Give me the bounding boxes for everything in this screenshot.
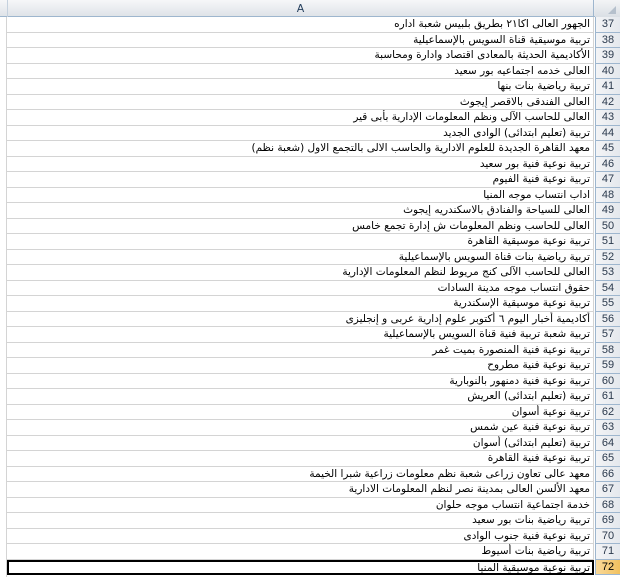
cell-a[interactable]: تربية نوعية فنية دمنهور بالنوبارية	[7, 374, 594, 390]
row-number[interactable]: 51	[595, 234, 620, 250]
row-number[interactable]: 48	[595, 188, 620, 204]
cell-a[interactable]: تربية نوعية فنية الفيوم	[7, 172, 594, 188]
table-row	[0, 48, 620, 64]
cell-a[interactable]: تربية شعبة تربية فنية قناة السويس بالإسماعيلية	[7, 327, 594, 343]
row-number[interactable]: 56	[595, 312, 620, 328]
table-row	[0, 126, 620, 142]
cell-a[interactable]: معهد عالى تعاون زراعى شعبة نظم معلومات زراعية شبرا الخيمة	[7, 467, 594, 483]
cell-a[interactable]: تربية نوعية موسيقية المنيا	[7, 560, 594, 576]
table-row	[0, 436, 620, 452]
row-number[interactable]: 58	[595, 343, 620, 359]
row-number[interactable]: 69	[595, 513, 620, 529]
cell-a[interactable]: تربية (تعليم ابتدائى) أسوان	[7, 436, 594, 452]
row-number[interactable]: 45	[595, 141, 620, 157]
row-number[interactable]: 65	[595, 451, 620, 467]
cell-a[interactable]: الأكاديمية الحديثة بالمعادى اقتصاد وادارة ومحاسبة	[7, 48, 594, 64]
cell-a[interactable]: الجهور العالى اكا٢١ بطريق بلبيس شعبة اداره	[7, 17, 594, 33]
cell-a[interactable]: خدمة اجتماعية انتساب موجه حلوان	[7, 498, 594, 514]
table-row	[0, 141, 620, 157]
row-number[interactable]: 53	[595, 265, 620, 281]
row-number[interactable]: 41	[595, 79, 620, 95]
cell-a[interactable]: تربية (تعليم ابتدائى) الوادى الجديد	[7, 126, 594, 142]
table-row	[0, 265, 620, 281]
cell-a[interactable]: تربية نوعية فنية المنصورة بميت غمر	[7, 343, 594, 359]
table-row	[0, 482, 620, 498]
row-number[interactable]: 71	[595, 544, 620, 560]
table-row	[0, 33, 620, 49]
row-number[interactable]: 47	[595, 172, 620, 188]
rows-container	[0, 17, 620, 575]
cell-a[interactable]: تربية نوعية فنية مطروح	[7, 358, 594, 374]
row-number[interactable]: 68	[595, 498, 620, 514]
row-number[interactable]: 39	[595, 48, 620, 64]
cell-a[interactable]: العالى للحاسب ونظم المعلومات ش إدارة تجمع خامس	[7, 219, 594, 235]
table-row	[0, 343, 620, 359]
column-header-bar	[0, 0, 620, 17]
cell-a[interactable]: تربية نوعية فنية عين شمس	[7, 420, 594, 436]
table-row	[0, 467, 620, 483]
cell-a[interactable]: تربية رياضية بنات بور سعيد	[7, 513, 594, 529]
cell-a[interactable]: تربية نوعية فنية بور سعيد	[7, 157, 594, 173]
table-row	[0, 358, 620, 374]
cell-a[interactable]: العالى خدمه اجتماعيه بور سعيد	[7, 64, 594, 80]
cell-a[interactable]: حقوق انتساب موجه مدينة السادات	[7, 281, 594, 297]
cell-a[interactable]: تربية نوعية موسيقية القاهرة	[7, 234, 594, 250]
table-row	[0, 451, 620, 467]
table-row	[0, 281, 620, 297]
select-all-corner[interactable]	[595, 0, 620, 17]
row-number[interactable]: 70	[595, 529, 620, 545]
table-row	[0, 389, 620, 405]
table-row	[0, 327, 620, 343]
table-row	[0, 498, 620, 514]
cell-a[interactable]: اداب انتساب موجه المنيا	[7, 188, 594, 204]
row-number[interactable]: 67	[595, 482, 620, 498]
table-row	[0, 188, 620, 204]
cell-a[interactable]: العالى الفندقى بالاقصر إيجوث	[7, 95, 594, 111]
row-number[interactable]: 59	[595, 358, 620, 374]
table-row	[0, 312, 620, 328]
row-number[interactable]: 46	[595, 157, 620, 173]
table-row	[0, 95, 620, 111]
table-row	[0, 250, 620, 266]
row-number[interactable]: 49	[595, 203, 620, 219]
cell-a[interactable]: العالى للحاسب الآلى ونظم المعلومات الإدارية بأبى قير	[7, 110, 594, 126]
row-number[interactable]: 57	[595, 327, 620, 343]
table-row	[0, 234, 620, 250]
row-number[interactable]: 42	[595, 95, 620, 111]
cell-a[interactable]: العالى للسياحة والفنادق بالاسكندريه إيجوث	[7, 203, 594, 219]
table-row	[0, 405, 620, 421]
table-row	[0, 172, 620, 188]
table-row	[0, 17, 620, 33]
cell-a[interactable]: تربية رياضية بنات أسيوط	[7, 544, 594, 560]
table-row	[0, 157, 620, 173]
table-row	[0, 296, 620, 312]
cell-a[interactable]: تربية رياضية بنات قناة السويس بالإسماعيلية	[7, 250, 594, 266]
row-number[interactable]: 44	[595, 126, 620, 142]
cell-a[interactable]: معهد الألسن العالى بمدينة نصر لنظم المعلومات الادارية	[7, 482, 594, 498]
cell-a[interactable]: تربية نوعية فنية جنوب الوادى	[7, 529, 594, 545]
table-row	[0, 110, 620, 126]
row-number[interactable]: 50	[595, 219, 620, 235]
cell-a[interactable]: تربية (تعليم ابتدائى) العريش	[7, 389, 594, 405]
table-row	[0, 374, 620, 390]
table-row	[0, 420, 620, 436]
column-header-a[interactable]: A	[7, 0, 594, 17]
row-number[interactable]: 61	[595, 389, 620, 405]
table-row	[0, 219, 620, 235]
cell-a[interactable]: تربية نوعية أسوان	[7, 405, 594, 421]
row-number[interactable]: 54	[595, 281, 620, 297]
cell-a[interactable]: تربية موسيقية قناة السويس بالإسماعيلية	[7, 33, 594, 49]
table-row	[0, 560, 620, 576]
row-number[interactable]: 55	[595, 296, 620, 312]
row-number[interactable]: 66	[595, 467, 620, 483]
row-number[interactable]: 52	[595, 250, 620, 266]
row-number[interactable]: 40	[595, 64, 620, 80]
row-number[interactable]: 64	[595, 436, 620, 452]
table-row	[0, 513, 620, 529]
row-number[interactable]: 38	[595, 33, 620, 49]
cell-a[interactable]: تربية نوعية فنية القاهرة	[7, 451, 594, 467]
table-row	[0, 64, 620, 80]
cell-a[interactable]: العالى للحاسب الآلى كنج مريوط لنظم المعلومات الإدارية	[7, 265, 594, 281]
cell-a[interactable]: تربية نوعية موسيقية الإسكندرية	[7, 296, 594, 312]
cell-a[interactable]: تربية رياضية بنات بنها	[7, 79, 594, 95]
row-number[interactable]: 43	[595, 110, 620, 126]
row-number[interactable]: 62	[595, 405, 620, 421]
row-number[interactable]: 63	[595, 420, 620, 436]
table-row	[0, 79, 620, 95]
row-number[interactable]: 37	[595, 17, 620, 33]
table-row	[0, 544, 620, 560]
select-all-triangle-icon	[608, 6, 616, 14]
cell-a[interactable]: أكاديمية أخبار اليوم ٦ أكتوبر علوم إدارية عربى و إنجليزى	[7, 312, 594, 328]
cell-a[interactable]: معهد القاهرة الجديدة للعلوم الادارية والحاسب الالى بالتجمع الاول (شعبة نظم)	[7, 141, 594, 157]
table-row	[0, 203, 620, 219]
table-row	[0, 529, 620, 545]
row-number[interactable]: 60	[595, 374, 620, 390]
row-number[interactable]: 72	[595, 560, 620, 576]
